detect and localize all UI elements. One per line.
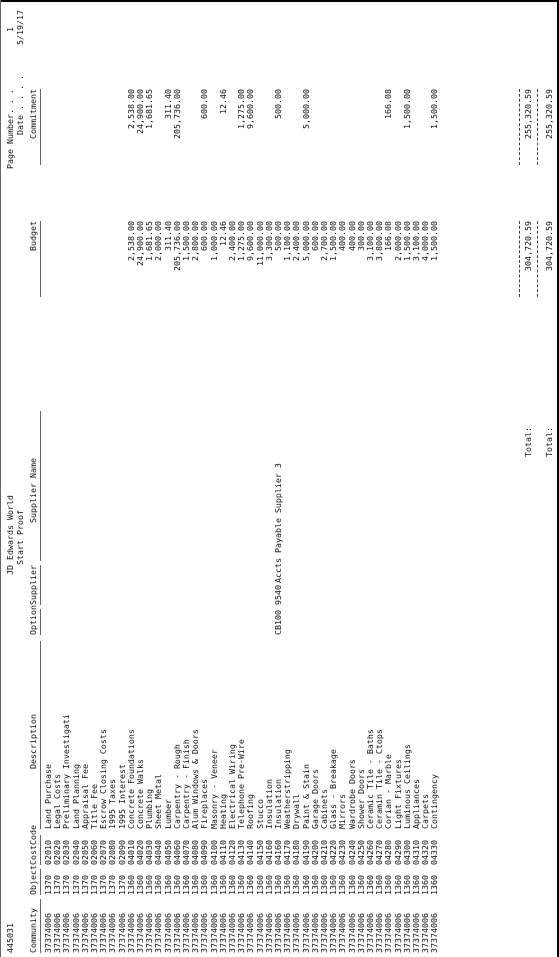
cell-description: Concrete Foundations bbox=[125, 729, 136, 829]
cell-budget: 1,100.00 bbox=[282, 221, 293, 261]
cell-object: 1370 bbox=[107, 875, 118, 895]
cell-community: 37374006 bbox=[153, 913, 164, 953]
cell-costcode: 04170 bbox=[282, 840, 293, 865]
col-header-community: Community bbox=[28, 908, 38, 953]
cell-object: 1360 bbox=[411, 875, 421, 895]
cell-description: Light Fixtures bbox=[392, 759, 403, 829]
cell-costcode: 02060 bbox=[89, 840, 99, 865]
cell-costcode: 02050 bbox=[79, 840, 90, 865]
cell-costcode: 04320 bbox=[420, 840, 431, 865]
cell-object: 1360 bbox=[392, 875, 403, 895]
page-number: 1 bbox=[5, 27, 15, 32]
cell-supplier-name: Accts Payable Supplier 3 bbox=[273, 463, 283, 583]
cell-object: 1360 bbox=[365, 875, 375, 895]
cell-community: 37374006 bbox=[79, 913, 90, 953]
cell-object: 1360 bbox=[355, 875, 366, 895]
cell-object: 1370 bbox=[89, 875, 99, 895]
cell-budget: 1,500.00 bbox=[429, 221, 440, 261]
cell-community: 37374006 bbox=[98, 913, 109, 953]
cell-object: 1360 bbox=[383, 875, 394, 895]
cell-budget: 3,100.00 bbox=[411, 221, 421, 261]
col-header-costcode: CostCode bbox=[28, 825, 38, 865]
cell-description: Telephone Pre-Wire bbox=[236, 739, 247, 829]
cell-costcode: 04260 bbox=[365, 840, 375, 865]
cell-description: Mirrors bbox=[337, 794, 348, 829]
cell-description: Concrete Walks bbox=[135, 759, 145, 829]
cell-object: 1360 bbox=[337, 875, 348, 895]
cell-object: 1360 bbox=[162, 875, 173, 895]
col-header-commitment: Commitment bbox=[28, 89, 38, 139]
cell-costcode: 04270 bbox=[374, 840, 385, 865]
cell-community: 37374006 bbox=[328, 913, 339, 953]
cell-community: 37374006 bbox=[420, 913, 431, 953]
cell-option: CB100 bbox=[273, 610, 283, 635]
date-label: Date . . . . bbox=[15, 75, 25, 135]
cell-costcode: 02030 bbox=[61, 840, 72, 865]
grand-total-budget: 304,720.59 bbox=[544, 221, 554, 271]
grand-total-commitment: 255,320.59 bbox=[544, 89, 554, 139]
cell-object: 1360 bbox=[190, 875, 201, 895]
cell-costcode: 04190 bbox=[300, 840, 311, 865]
cell-community: 37374006 bbox=[107, 913, 118, 953]
cell-costcode: 04090 bbox=[199, 840, 210, 865]
cell-object: 1370 bbox=[79, 875, 90, 895]
underline-budget bbox=[40, 221, 41, 297]
cell-description: Heating bbox=[217, 794, 228, 829]
cell-description: Fireplaces bbox=[199, 779, 210, 829]
cell-community: 37374006 bbox=[346, 913, 357, 953]
cell-budget: 2,000.00 bbox=[153, 221, 164, 261]
cell-description: Wardrobe Doors bbox=[346, 759, 357, 829]
total-budget: 304,720.59 bbox=[523, 221, 533, 271]
cell-costcode: 02020 bbox=[52, 840, 63, 865]
cell-community: 37374006 bbox=[181, 913, 191, 953]
cell-community: 37374006 bbox=[116, 913, 127, 953]
cell-object: 1360 bbox=[420, 875, 431, 895]
cell-description: Garage Doors bbox=[309, 769, 320, 829]
cell-description: Appraisal Fee bbox=[79, 764, 90, 829]
cell-description: Plumbing bbox=[144, 789, 155, 829]
cell-budget: 300.00 bbox=[355, 221, 366, 251]
cell-object: 1360 bbox=[273, 875, 283, 895]
cell-description: Ceramin Tile - Ctops bbox=[374, 729, 385, 829]
cell-description: 1995 Interest bbox=[116, 764, 127, 829]
cell-budget: 205,736.00 bbox=[171, 221, 182, 271]
cell-budget: 600.00 bbox=[309, 221, 320, 251]
cell-object: 1360 bbox=[144, 875, 155, 895]
cell-description: 1995 Taxes bbox=[107, 779, 118, 829]
cell-costcode: 04160 bbox=[263, 840, 274, 865]
total-label: Total: bbox=[523, 427, 533, 457]
cell-object: 1360 bbox=[309, 875, 320, 895]
cell-budget: 500.00 bbox=[273, 221, 283, 251]
cell-budget: 1,500.00 bbox=[401, 221, 412, 261]
cell-costcode: 04200 bbox=[309, 840, 320, 865]
cell-costcode: 02010 bbox=[43, 840, 53, 865]
cell-description: Ceramic Tile - Baths bbox=[365, 729, 375, 829]
cell-budget: 1,500.00 bbox=[181, 221, 191, 261]
cell-object: 1360 bbox=[227, 875, 237, 895]
cell-budget: 3,800.00 bbox=[374, 221, 385, 261]
cell-community: 37374006 bbox=[254, 913, 265, 953]
cell-description: Alum Windows & Doors bbox=[190, 729, 201, 829]
cell-description: Contingency bbox=[429, 774, 440, 829]
cell-object: 1360 bbox=[171, 875, 182, 895]
cell-community: 37374006 bbox=[199, 913, 210, 953]
cell-commitment: 5,000.00 bbox=[300, 89, 311, 129]
cell-costcode: 02040 bbox=[70, 840, 81, 865]
cell-community: 37374006 bbox=[227, 913, 237, 953]
cell-community: 37374006 bbox=[429, 913, 440, 953]
cell-description: Masonry - Veneer bbox=[208, 749, 219, 829]
cell-community: 37374006 bbox=[273, 913, 283, 953]
col-header-supplier: Supplier bbox=[28, 565, 38, 605]
col-header-object: Object bbox=[28, 865, 38, 895]
cell-object: 1370 bbox=[70, 875, 81, 895]
cell-commitment: 24,900.00 bbox=[135, 89, 145, 134]
cell-object: 1370 bbox=[61, 875, 72, 895]
cell-description: Electrical Wiring bbox=[227, 744, 237, 829]
cell-object: 1360 bbox=[181, 875, 191, 895]
cell-budget: 2,400.00 bbox=[291, 221, 302, 261]
cell-description: Carpentry - Finish bbox=[181, 739, 191, 829]
cell-commitment: 500.00 bbox=[273, 89, 283, 119]
underline-supplier bbox=[40, 565, 41, 605]
cell-costcode: 04330 bbox=[429, 840, 440, 865]
cell-description: Insulation bbox=[273, 779, 283, 829]
cell-budget: 3,300.00 bbox=[263, 221, 274, 261]
col-header-description: Description bbox=[28, 714, 38, 769]
cell-budget: 400.00 bbox=[346, 221, 357, 251]
col-header-option: Option bbox=[28, 605, 38, 635]
cell-budget: 11,000.00 bbox=[254, 221, 265, 266]
cell-object: 1360 bbox=[328, 875, 339, 895]
cell-budget: 2,538.00 bbox=[125, 221, 136, 261]
cell-object: 1370 bbox=[52, 875, 63, 895]
cell-community: 37374006 bbox=[217, 913, 228, 953]
total-rule-budget bbox=[519, 221, 520, 297]
cell-budget: 400.00 bbox=[337, 221, 348, 251]
cell-description: Lumber bbox=[162, 799, 173, 829]
cell-community: 37374006 bbox=[300, 913, 311, 953]
cell-commitment: 12.46 bbox=[217, 89, 228, 114]
cell-description: Land Planning bbox=[70, 764, 81, 829]
cell-budget: 3,100.00 bbox=[365, 221, 375, 261]
cell-description: Sheet Metal bbox=[153, 774, 164, 829]
underline-option bbox=[40, 609, 41, 635]
cell-costcode: 04180 bbox=[291, 840, 302, 865]
cell-costcode: 04240 bbox=[346, 840, 357, 865]
cell-costcode: 02070 bbox=[98, 840, 109, 865]
cell-object: 1360 bbox=[208, 875, 219, 895]
cell-description: Shower Doors bbox=[355, 769, 366, 829]
cell-community: 37374006 bbox=[365, 913, 375, 953]
date-value: 5/19/17 bbox=[15, 10, 25, 45]
cell-community: 37374006 bbox=[89, 913, 99, 953]
cell-costcode: 04210 bbox=[319, 840, 329, 865]
page-number-label: Page Number. . . bbox=[5, 89, 15, 169]
cell-budget: 1,681.65 bbox=[144, 221, 155, 261]
cell-description: Insulation bbox=[263, 779, 274, 829]
cell-description: Appliances bbox=[411, 779, 421, 829]
cell-description: Luminous Ceilings bbox=[401, 744, 412, 829]
cell-commitment: 311.40 bbox=[162, 89, 173, 119]
cell-budget: 2,400.00 bbox=[227, 221, 237, 261]
cell-community: 37374006 bbox=[383, 913, 394, 953]
cell-community: 37374006 bbox=[319, 913, 329, 953]
cell-object: 1360 bbox=[236, 875, 247, 895]
cell-community: 37374006 bbox=[337, 913, 348, 953]
cell-object: 1360 bbox=[135, 875, 145, 895]
cell-budget: 2,800.00 bbox=[190, 221, 201, 261]
underline-costcode bbox=[40, 835, 41, 865]
cell-budget: 1,500.00 bbox=[328, 221, 339, 261]
cell-description: Paint & Stain bbox=[300, 764, 311, 829]
underline-commitment bbox=[40, 89, 41, 165]
total-rule-commitment bbox=[519, 89, 520, 165]
cell-commitment: 600.00 bbox=[199, 89, 210, 119]
cell-object: 1360 bbox=[346, 875, 357, 895]
cell-commitment: 205,736.00 bbox=[171, 89, 182, 139]
col-header-budget: Budget bbox=[28, 221, 38, 251]
cell-object: 1370 bbox=[116, 875, 127, 895]
cell-costcode: 04130 bbox=[236, 840, 247, 865]
cell-community: 37374006 bbox=[282, 913, 293, 953]
cell-object: 1360 bbox=[282, 875, 293, 895]
cell-costcode: 04150 bbox=[254, 840, 265, 865]
cell-object: 1360 bbox=[401, 875, 412, 895]
cell-description: Preliminary Investigati bbox=[61, 714, 72, 829]
cell-community: 37374006 bbox=[144, 913, 155, 953]
cell-object: 1360 bbox=[245, 875, 256, 895]
cell-community: 37374006 bbox=[392, 913, 403, 953]
cell-description: Glass - Breakage bbox=[328, 749, 339, 829]
cell-community: 37374006 bbox=[291, 913, 302, 953]
cell-description: Corian - Marble bbox=[383, 754, 394, 829]
cell-budget: 311.40 bbox=[162, 221, 173, 251]
cell-costcode: 02080 bbox=[107, 840, 118, 865]
cell-community: 37374006 bbox=[208, 913, 219, 953]
cell-community: 37374006 bbox=[245, 913, 256, 953]
report-id: 445031 bbox=[5, 923, 15, 953]
cell-costcode: 04220 bbox=[328, 840, 339, 865]
cell-community: 37374006 bbox=[125, 913, 136, 953]
cell-budget: 5,000.00 bbox=[300, 221, 311, 261]
cell-description: Stucco bbox=[254, 799, 265, 829]
cell-costcode: 04250 bbox=[355, 840, 366, 865]
cell-budget: 600.00 bbox=[199, 221, 210, 251]
cell-costcode: 04110 bbox=[217, 840, 228, 865]
cell-budget: 24,900.00 bbox=[135, 221, 145, 266]
cell-costcode: 04050 bbox=[162, 840, 173, 865]
cell-community: 37374006 bbox=[70, 913, 81, 953]
cell-description: Title Fee bbox=[89, 784, 99, 829]
report-subtitle: Start Proof bbox=[15, 510, 25, 565]
grand-total-rule-commitment bbox=[537, 89, 538, 165]
cell-community: 37374006 bbox=[61, 913, 72, 953]
cell-commitment: 1,275.00 bbox=[236, 89, 247, 129]
cell-object: 1360 bbox=[254, 875, 265, 895]
cell-commitment: 1,681.65 bbox=[144, 89, 155, 129]
cell-community: 37374006 bbox=[190, 913, 201, 953]
cell-object: 1360 bbox=[319, 875, 329, 895]
cell-community: 37374006 bbox=[43, 913, 53, 953]
cell-budget: 12.46 bbox=[217, 221, 228, 246]
cell-description: Legal Costs bbox=[52, 774, 63, 829]
cell-community: 37374006 bbox=[374, 913, 385, 953]
cell-description: Roofing bbox=[245, 794, 256, 829]
cell-object: 1360 bbox=[153, 875, 164, 895]
cell-budget: 166.08 bbox=[383, 221, 394, 251]
cell-costcode: 04280 bbox=[383, 840, 394, 865]
total-commitment: 255,320.59 bbox=[523, 89, 533, 139]
cell-costcode: 04290 bbox=[392, 840, 403, 865]
cell-community: 37374006 bbox=[162, 913, 173, 953]
cell-costcode: 04020 bbox=[135, 840, 145, 865]
cell-costcode: 04100 bbox=[208, 840, 219, 865]
cell-commitment: 166.08 bbox=[383, 89, 394, 119]
cell-object: 1360 bbox=[374, 875, 385, 895]
cell-costcode: 04310 bbox=[411, 840, 421, 865]
grand-total-rule-budget bbox=[537, 221, 538, 297]
cell-community: 37374006 bbox=[355, 913, 366, 953]
underline-description bbox=[40, 641, 41, 829]
cell-object: 1360 bbox=[429, 875, 440, 895]
cell-costcode: 04080 bbox=[190, 840, 201, 865]
cell-costcode: 04300 bbox=[401, 840, 412, 865]
cell-description: Carpets bbox=[420, 794, 431, 829]
cell-description: Carpentry - Rough bbox=[171, 744, 182, 829]
report-title: JD Edwards World bbox=[5, 495, 15, 575]
cell-costcode: 04010 bbox=[125, 840, 136, 865]
underline-community bbox=[40, 899, 41, 953]
col-header-supplier-name: Supplier Name bbox=[28, 458, 38, 523]
cell-supplier: 9540 bbox=[273, 585, 283, 605]
cell-description: Drywall bbox=[291, 794, 302, 829]
cell-object: 1370 bbox=[43, 875, 53, 895]
cell-costcode: 04160 bbox=[273, 840, 283, 865]
cell-budget: 9,600.00 bbox=[245, 221, 256, 261]
cell-object: 1360 bbox=[217, 875, 228, 895]
grand-total-label: Total: bbox=[544, 427, 554, 457]
cell-object: 1360 bbox=[199, 875, 210, 895]
cell-description: Cabinets bbox=[319, 789, 329, 829]
cell-commitment: 1,500.00 bbox=[401, 89, 412, 129]
cell-costcode: 02090 bbox=[116, 840, 127, 865]
cell-budget: 2,000.00 bbox=[392, 221, 403, 261]
cell-costcode: 04230 bbox=[337, 840, 348, 865]
cell-object: 1360 bbox=[125, 875, 136, 895]
cell-costcode: 04140 bbox=[245, 840, 256, 865]
cell-budget: 1,275.00 bbox=[236, 221, 247, 261]
cell-object: 1370 bbox=[98, 875, 109, 895]
cell-commitment: 1,500.00 bbox=[429, 89, 440, 129]
cell-community: 37374006 bbox=[236, 913, 247, 953]
cell-budget: 1,000.00 bbox=[208, 221, 219, 261]
cell-object: 1360 bbox=[263, 875, 274, 895]
cell-description: Weatherstripping bbox=[282, 749, 293, 829]
underline-supplier-name bbox=[40, 411, 41, 561]
underline-object bbox=[40, 869, 41, 895]
cell-budget: 2,700.00 bbox=[319, 221, 329, 261]
cell-community: 37374006 bbox=[401, 913, 412, 953]
cell-object: 1360 bbox=[300, 875, 311, 895]
cell-commitment: 9,600.00 bbox=[245, 89, 256, 129]
cell-community: 37374006 bbox=[171, 913, 182, 953]
cell-costcode: 04030 bbox=[144, 840, 155, 865]
cell-community: 37374006 bbox=[135, 913, 145, 953]
cell-community: 37374006 bbox=[52, 913, 63, 953]
cell-costcode: 04060 bbox=[171, 840, 182, 865]
cell-costcode: 04070 bbox=[181, 840, 191, 865]
cell-description: Land Purchase bbox=[43, 764, 53, 829]
cell-commitment: 2,538.00 bbox=[125, 89, 136, 129]
cell-community: 37374006 bbox=[309, 913, 320, 953]
cell-community: 37374006 bbox=[411, 913, 421, 953]
cell-community: 37374006 bbox=[263, 913, 274, 953]
cell-budget: 4,000.00 bbox=[420, 221, 431, 261]
cell-costcode: 04040 bbox=[153, 840, 164, 865]
cell-costcode: 04120 bbox=[227, 840, 237, 865]
cell-description: Escrow Closing Costs bbox=[98, 729, 109, 829]
cell-object: 1360 bbox=[291, 875, 302, 895]
